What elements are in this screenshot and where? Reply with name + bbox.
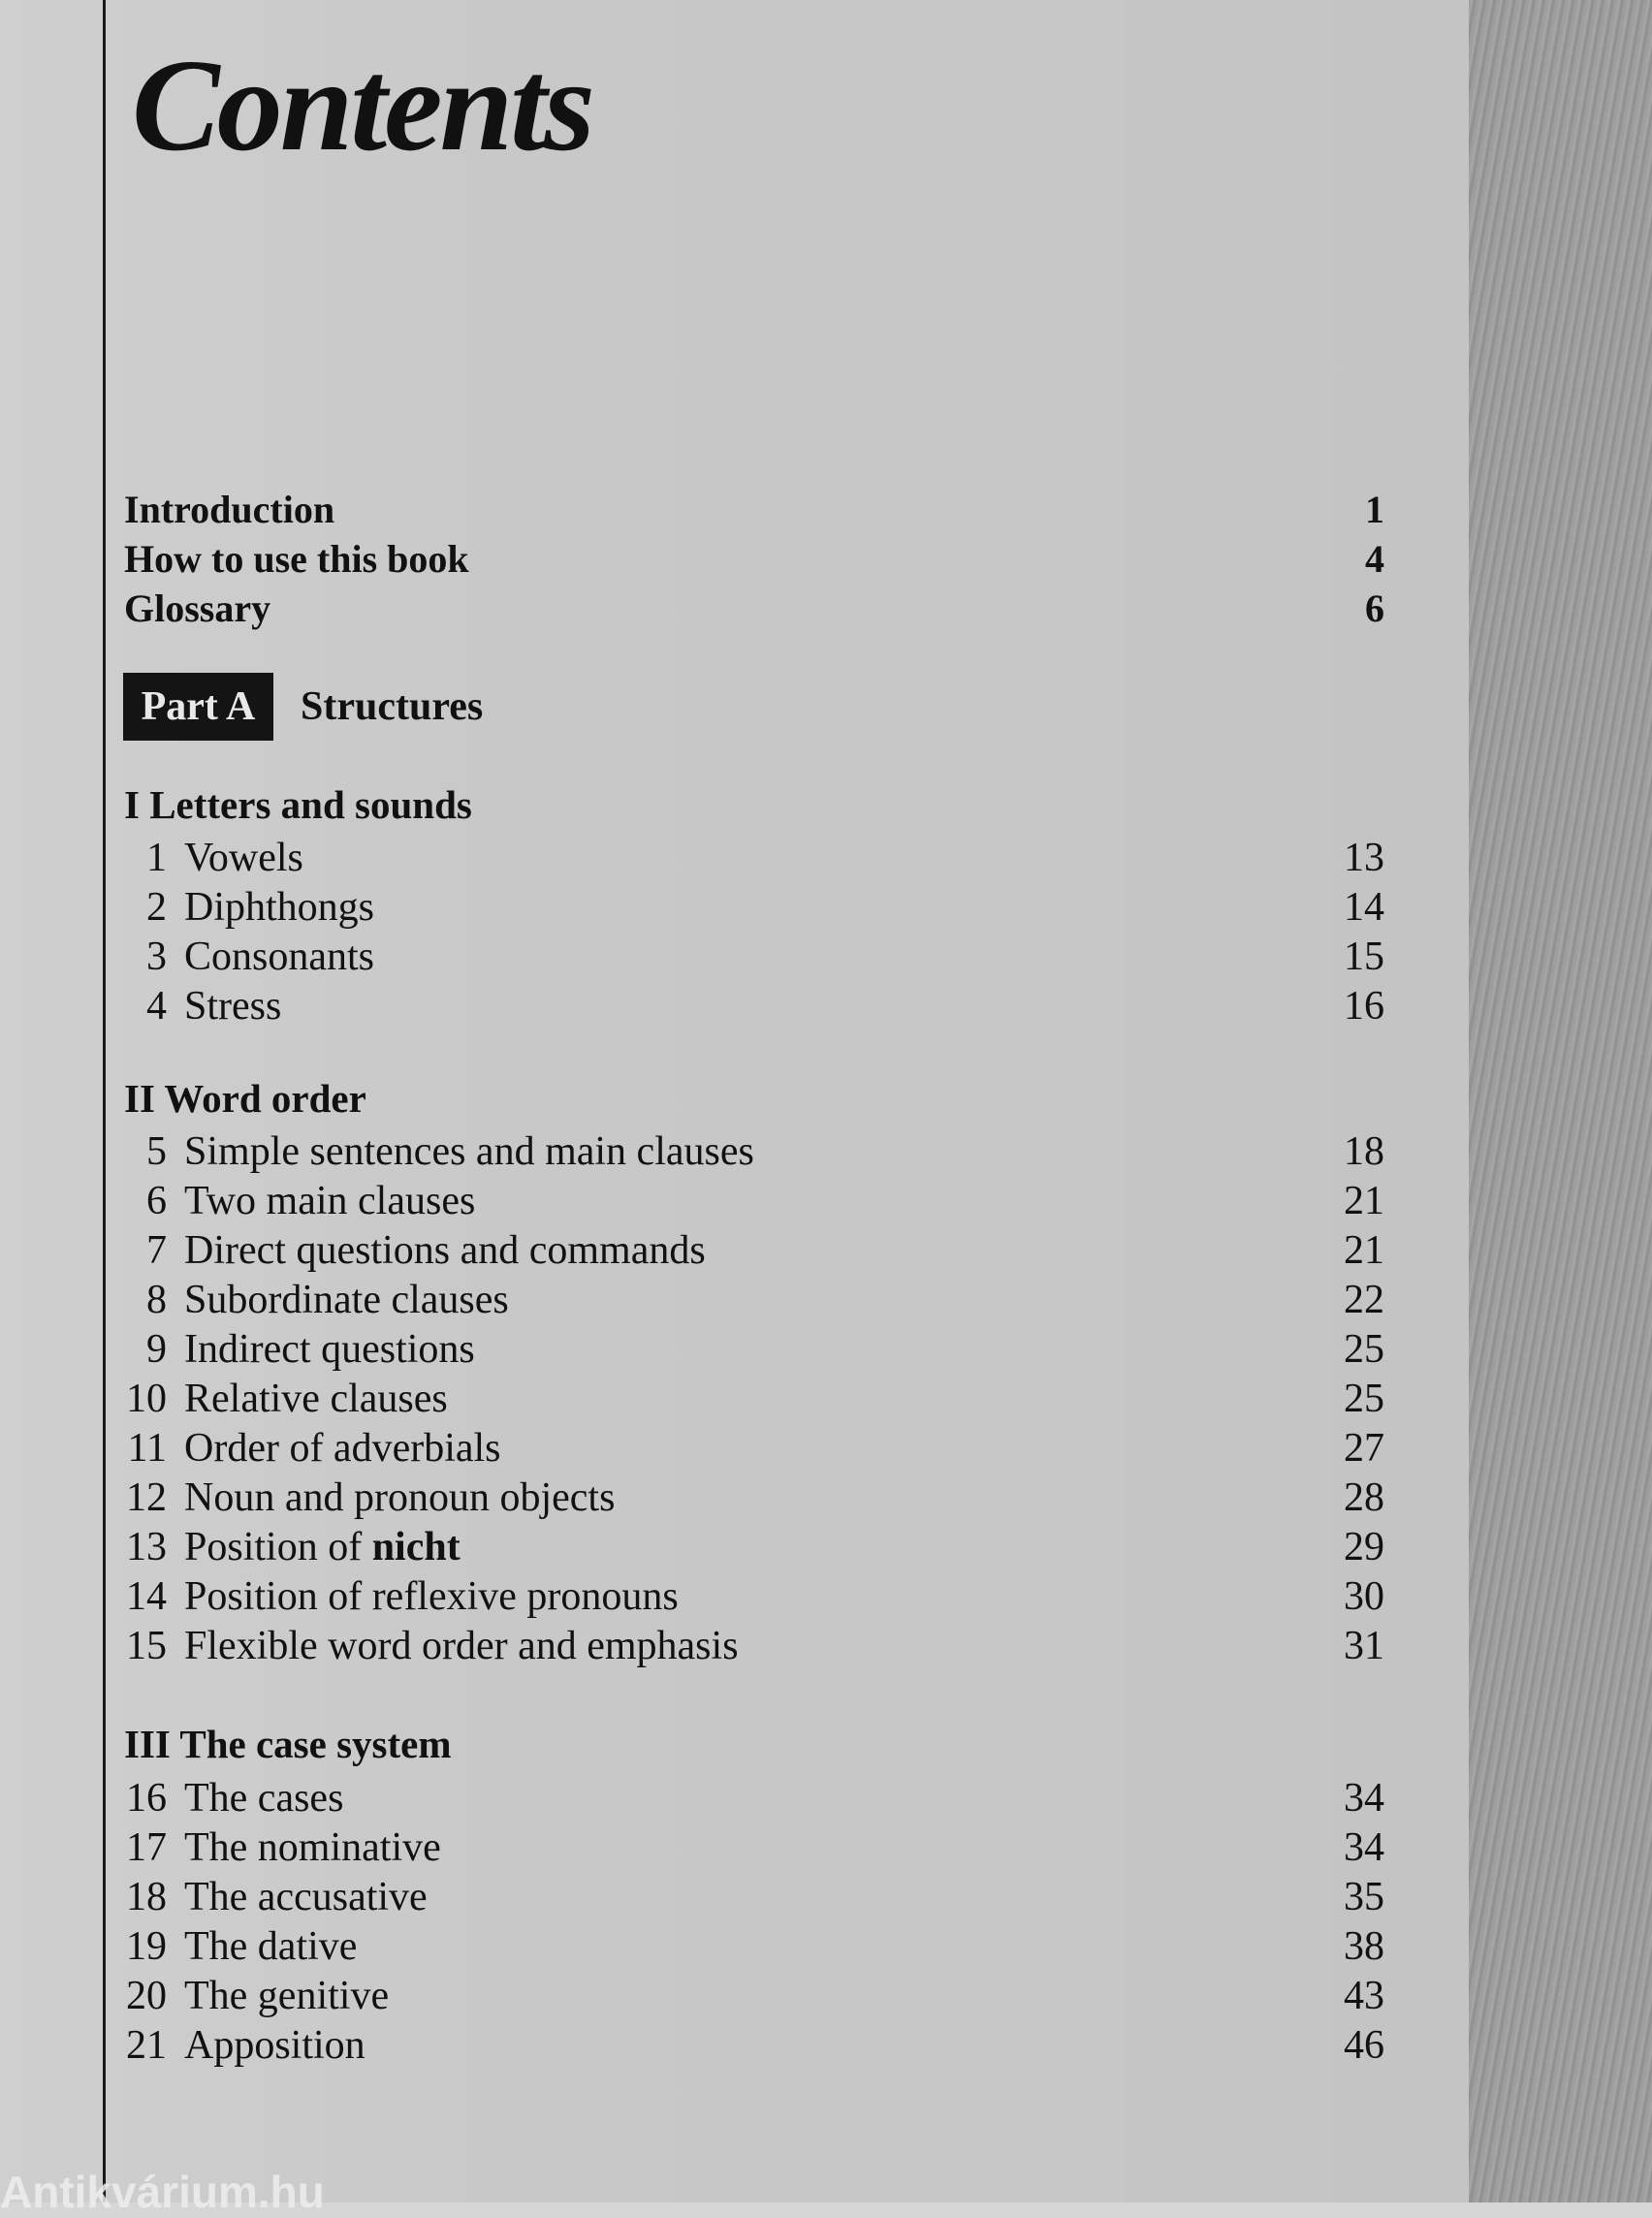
- toc-entry-glossary: [124, 586, 1384, 632]
- toc-entry-label: Order of adverbials: [184, 1426, 501, 1471]
- toc-entry: [124, 884, 1384, 931]
- toc-entry-number: 20: [126, 1974, 167, 2018]
- toc-entry-number: 13: [126, 1525, 167, 1569]
- toc-entry-page: 21: [1344, 1228, 1384, 1273]
- toc-entry: [124, 2022, 1384, 2069]
- page-title: Contents: [132, 33, 592, 178]
- toc-entry-label: Flexible word order and emphasis: [184, 1624, 739, 1668]
- toc-entry-page: 13: [1344, 836, 1384, 880]
- toc-entry-label: The cases: [184, 1776, 344, 1821]
- toc-entry-page: 4: [1365, 537, 1384, 581]
- toc-entry-label: Noun and pronoun objects: [184, 1475, 616, 1520]
- toc-entry-page: 46: [1344, 2023, 1384, 2068]
- toc-entry-label: The accusative: [184, 1875, 428, 1919]
- toc-entry-page: 14: [1344, 885, 1384, 930]
- toc-entry-page: 29: [1344, 1525, 1384, 1569]
- section-heading: I Letters and sounds: [124, 782, 472, 827]
- toc-entry-label: The nominative: [184, 1825, 441, 1870]
- toc-entry-page: 16: [1344, 984, 1384, 1029]
- toc-entry: [124, 1824, 1384, 1871]
- toc-entry-label: Apposition: [184, 2023, 365, 2068]
- toc-entry-label: [184, 1524, 461, 1570]
- toc-entry-number: 10: [126, 1377, 167, 1421]
- toc-entry: [124, 1874, 1384, 1920]
- toc-entry-page: 34: [1344, 1776, 1384, 1821]
- toc-entry-label: Indirect questions: [184, 1327, 475, 1372]
- toc-entry-number: 9: [146, 1327, 167, 1372]
- toc-entry-number: 1: [146, 836, 167, 880]
- toc-entry-number: 18: [126, 1875, 167, 1919]
- toc-entry-label-keyword: nicht: [371, 1525, 461, 1569]
- part-title: Structures: [301, 684, 484, 729]
- section-heading: III The case system: [124, 1722, 452, 1766]
- toc-entry-number: 2: [146, 885, 167, 930]
- toc-entry-page: 43: [1344, 1974, 1384, 2018]
- toc-entry: [124, 1128, 1384, 1175]
- toc-entry-page: 28: [1344, 1475, 1384, 1520]
- section-heading: II Word order: [124, 1076, 366, 1121]
- toc-entry-label: Relative clauses: [184, 1377, 448, 1421]
- toc-entry-introduction: [124, 487, 1384, 533]
- toc-entry-label: Vowels: [184, 836, 303, 880]
- toc-entry-page: 22: [1344, 1278, 1384, 1322]
- toc-entry-page: 25: [1344, 1377, 1384, 1421]
- toc-entry-number: 15: [126, 1624, 167, 1668]
- toc-entry-page: 38: [1344, 1924, 1384, 1969]
- toc-entry: [124, 1326, 1384, 1373]
- toc-entry-page: 6: [1365, 586, 1384, 630]
- toc-entry-page: 1: [1365, 488, 1384, 531]
- toc-entry-number: 5: [146, 1129, 167, 1174]
- toc-entry: [124, 1775, 1384, 1822]
- toc-entry-number: 3: [146, 935, 167, 979]
- toc-entry-label: Introduction: [124, 488, 335, 531]
- toc-entry-page: 34: [1344, 1825, 1384, 1870]
- toc-entry-label: Diphthongs: [184, 885, 375, 930]
- toc-entry-label-text: Position of: [184, 1525, 372, 1569]
- background-surface: [1469, 0, 1652, 2202]
- toc-entry-how-to-use: [124, 536, 1384, 583]
- watermark: Antikvárium.hu: [0, 2167, 325, 2217]
- toc-entry-number: 7: [146, 1228, 167, 1273]
- toc-entry: [124, 1425, 1384, 1472]
- toc-entry-label: Glossary: [124, 586, 271, 630]
- toc-entry-number: 6: [146, 1179, 167, 1223]
- toc-entry-number: 12: [126, 1475, 167, 1520]
- toc-entry-label: Direct questions and commands: [184, 1228, 706, 1273]
- toc-entry: [124, 983, 1384, 1030]
- toc-entry-number: 17: [126, 1825, 167, 1870]
- margin-rule: [103, 0, 106, 2202]
- toc-entry: [124, 1623, 1384, 1669]
- toc-entry-page: 30: [1344, 1574, 1384, 1619]
- toc-entry-page: 27: [1344, 1426, 1384, 1471]
- toc-entry: [124, 1227, 1384, 1274]
- toc-entry-label: Position of reflexive pronouns: [184, 1574, 679, 1619]
- toc-entry-label: Stress: [184, 984, 282, 1029]
- toc-entry: [124, 1376, 1384, 1422]
- toc-entry: [124, 1178, 1384, 1224]
- toc-entry-label: How to use this book: [124, 537, 469, 581]
- toc-entry-page: 18: [1344, 1129, 1384, 1174]
- toc-entry-label: Simple sentences and main clauses: [184, 1129, 754, 1174]
- toc-entry-page: 31: [1344, 1624, 1384, 1668]
- toc-entry: [124, 1474, 1384, 1521]
- toc-entry: [124, 1524, 1384, 1570]
- toc-entry-number: 21: [126, 2023, 167, 2068]
- toc-entry-label: Subordinate clauses: [184, 1278, 509, 1322]
- part-badge: Part A: [123, 673, 273, 741]
- toc-entry-number: 16: [126, 1776, 167, 1821]
- toc-entry: [124, 1573, 1384, 1620]
- toc-entry-number: 11: [127, 1426, 167, 1471]
- toc-entry-page: 15: [1344, 935, 1384, 979]
- toc-entry-page: 21: [1344, 1179, 1384, 1223]
- toc-entry-page: 25: [1344, 1327, 1384, 1372]
- toc-entry-number: 4: [146, 984, 167, 1029]
- toc-entry-page: 35: [1344, 1875, 1384, 1919]
- toc-entry-label: The dative: [184, 1924, 358, 1969]
- toc-entry: [124, 934, 1384, 980]
- toc-entry-label: Two main clauses: [184, 1179, 476, 1223]
- toc-entry-number: 8: [146, 1278, 167, 1322]
- toc-entry-number: 14: [126, 1574, 167, 1619]
- toc-entry-number: 19: [126, 1924, 167, 1969]
- toc-entry-label: The genitive: [184, 1974, 390, 2018]
- toc-entry: [124, 1277, 1384, 1323]
- toc-entry: [124, 1973, 1384, 2019]
- toc-entry-label: Consonants: [184, 935, 375, 979]
- toc-entry: [124, 835, 1384, 881]
- toc-entry: [124, 1923, 1384, 1970]
